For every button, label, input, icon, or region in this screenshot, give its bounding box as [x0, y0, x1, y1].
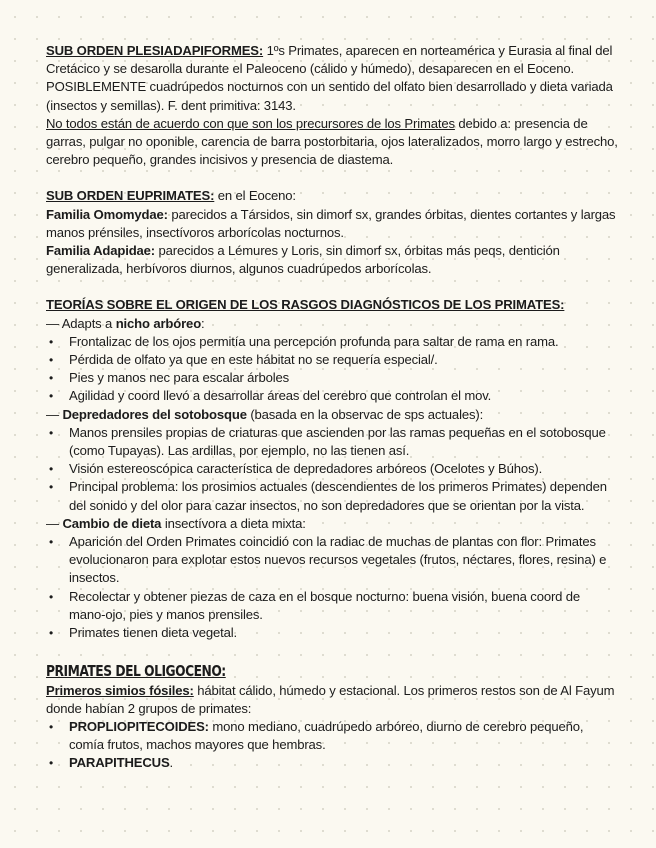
list-item: • Aparición del Orden Primates coincidió con la radiac de muchas de plantas con flor: Primates evolucionaron para explotar estos nuevos recursos vegetales (frutos, néctares, flores, resina) e insectos.: [46, 533, 618, 588]
adapidae-label: Familia Adapidae:: [46, 243, 156, 259]
omomydae-text: parecidos a Társidos, sin dimorf sx, grandes órbitas, dientes cortantes y largas manos prénsiles, insectívoros arborícolas nocturnos.: [46, 206, 616, 240]
theory-predators: — Depredadores del sotobosque (basada en la observac de sps actuales):: [46, 406, 484, 422]
theory-predators-list: [46, 424, 618, 515]
list-item: • Agilidad y coord llevó a desarrollar áreas del cerebro que controlan el mov.: [46, 387, 618, 405]
theory-arboreal: — Adapts a nicho arbóreo:: [46, 315, 205, 331]
theory-diet: — Cambio de dieta insectívora a dieta mixta:: [46, 515, 306, 531]
list-item: • Principal problema: los prosimios actuales (descendientes de los primeros Primates) dependen del sonido y del olor para cazar insectos, no son depredadores que se orientan por la vista.: [46, 478, 618, 514]
precursors-disagreement: No todos están de acuerdo con que son los precursores de los Primates: [46, 115, 455, 131]
plesiadapiformes-heading: SUB ORDEN PLESIADAPIFORMES:: [46, 43, 264, 58]
omomydae-paragraph: [46, 206, 618, 242]
euprimates-text: en el Eoceno:: [214, 188, 296, 204]
theory-diet-label: Cambio de dieta: [62, 515, 162, 531]
plesiadapiformes-paragraph: [46, 42, 618, 169]
list-item: • Recolectar y obtener piezas de caza en el bosque nocturno: buena visión, buena coord de mano-ojo, pies y manos prensiles.: [46, 588, 618, 624]
first-fossil-apes-text: hábitat cálido, húmedo y estacional. Los primeros restos son de Al Fayum donde habían 2 grupos de primates:: [46, 682, 615, 716]
euprimates-paragraph: [46, 187, 618, 205]
theory-arboreal-label: nicho arbóreo: [115, 315, 202, 331]
document-page: [46, 42, 618, 773]
adapidae-paragraph: [46, 242, 618, 278]
theory-predators-label: Depredadores del sotobosque: [62, 406, 247, 422]
plesiadapiformes-text: 1ºs Primates, aparecen en norteamérica y Eurasia al final del Cretácico y se desarolla durante el Paleoceno (cálido y húmedo), desaparecen en el Eoceno. POSIBLEMENTE cuadrúpedos nocturnos con un sentido del olfato bien desarrollado y dieta variada (insectos y semillas). F. dent primitiva: 3143.: [46, 43, 613, 113]
list-item: • Manos prensiles propias de criaturas que ascienden por las ramas pequeñas en el sotobosque (como Tupayas). Las ardillas, por ejemplo, no las tienen así.: [46, 424, 618, 460]
list-item: • Frontalizac de los ojos permitía una percepción profunda para saltar de rama en rama.: [46, 333, 618, 351]
list-item: • Primates tienen dieta vegetal.: [46, 624, 618, 642]
theory-diet-list: [46, 533, 618, 642]
first-fossil-apes-label: Primeros simios fósiles:: [46, 682, 194, 698]
theories-heading: TEORÍAS SOBRE EL ORIGEN DE LOS RASGOS DIAGNÓSTICOS DE LOS PRIMATES:: [46, 297, 565, 313]
omomydae-label: Familia Omomydae:: [46, 206, 168, 222]
theory-arboreal-list: [46, 333, 618, 406]
precursors-reasons: debido a: presencia de garras, pulgar no oponible, carencia de barra postorbitaria, ojos lateralizados, morro largo y estrecho, cerebro pequeño, grandes incisivos y presencia de diastema.: [46, 115, 618, 168]
list-item: • PROPLIOPITECOIDES: mono mediano, cuadrúpedo arbóreo, diurno de cerebro pequeño, comía frutos, machos mayores que hembras.: [46, 718, 618, 754]
oligocene-heading: PRIMATES DEL OLIGOCENO:: [46, 662, 226, 681]
adapidae-text: parecidos a Lémures y Loris, sin dimorf sx, órbitas más peqs, dentición generalizada, herbívoros diurnos, algunos cuadrúpedos arborícolas.: [46, 243, 560, 277]
euprimates-heading: SUB ORDEN EUPRIMATES:: [46, 188, 215, 204]
oligocene-list: [46, 718, 618, 773]
list-item: • PARAPITHECUS.: [46, 754, 618, 772]
first-fossil-apes-paragraph: [46, 682, 618, 718]
list-item: • Pérdida de olfato ya que en este hábitat no se requería especial/.: [46, 351, 618, 369]
list-item: • Visión estereoscópica característica de depredadores arbóreos (Ocelotes y Búhos).: [46, 460, 618, 478]
list-item: • Pies y manos nec para escalar árboles: [46, 369, 618, 387]
